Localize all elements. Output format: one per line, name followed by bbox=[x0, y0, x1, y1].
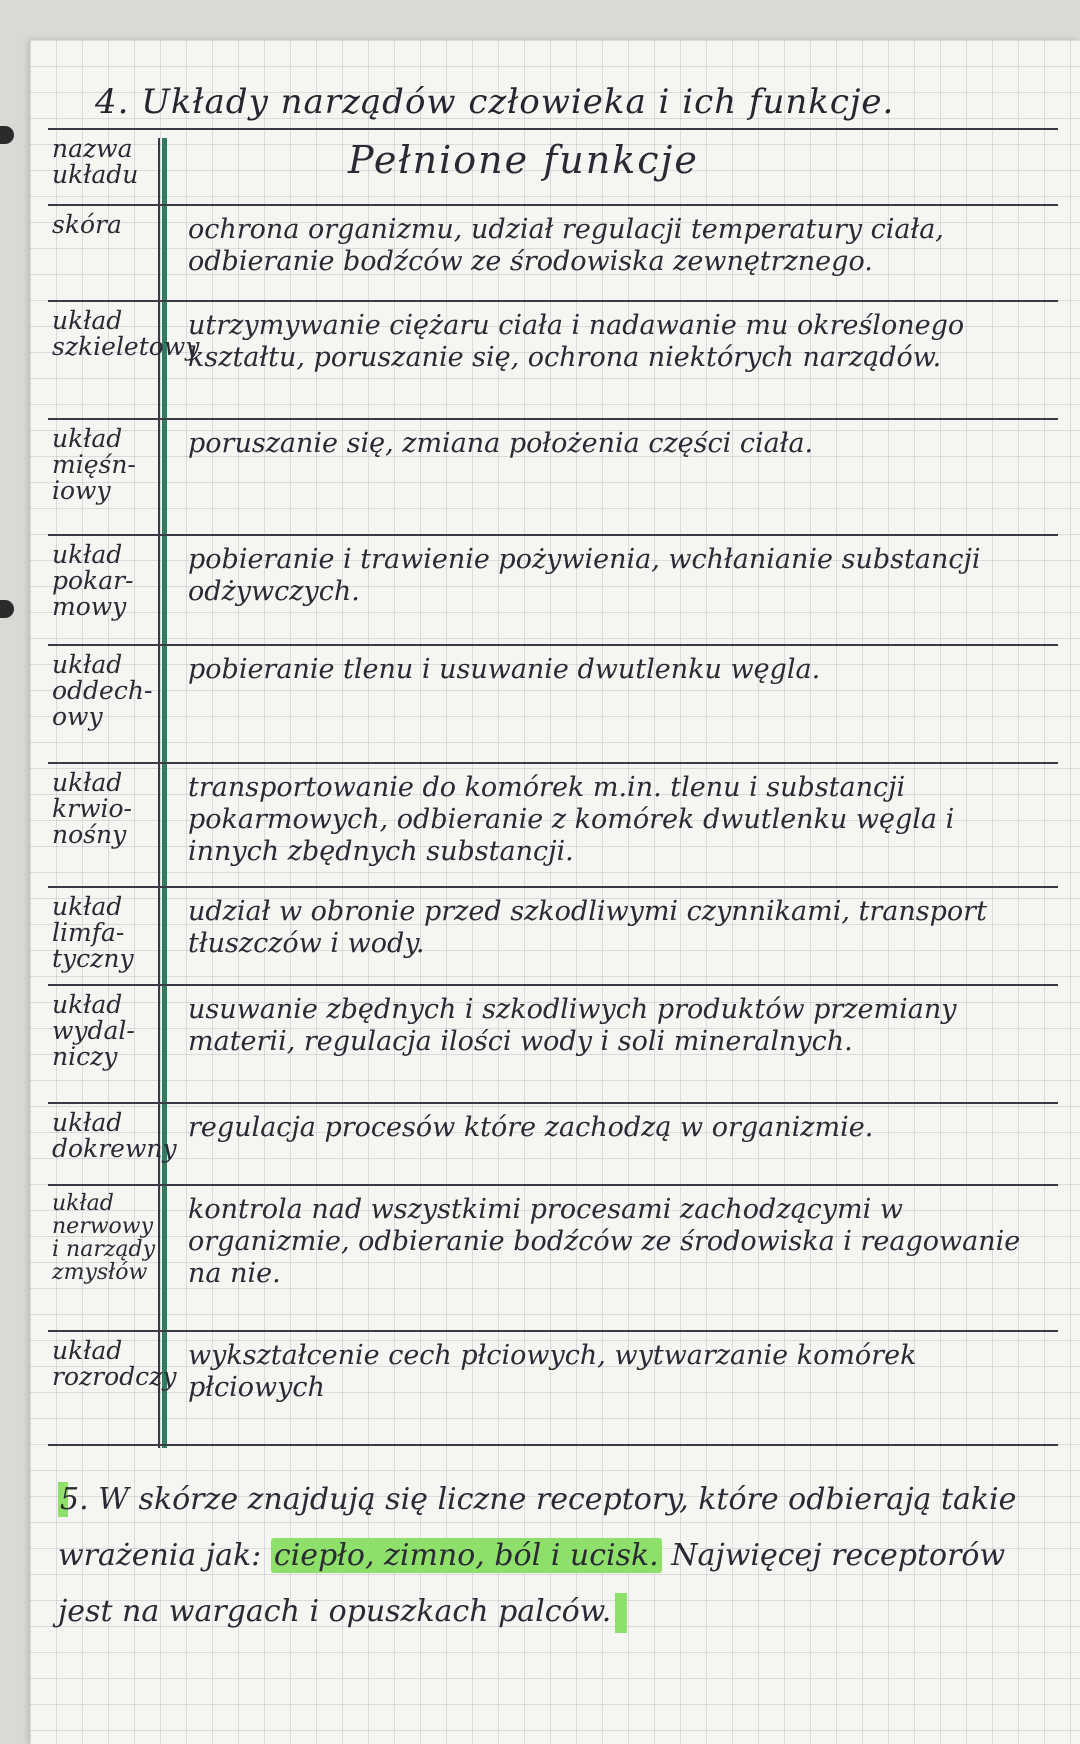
note-highlight: ciepło, zimno, ból i ucisk. bbox=[271, 1538, 662, 1573]
system-name: układ dokrewny bbox=[52, 1108, 177, 1163]
system-functions: wykształcenie cech płciowych, wytwarzanie komórek płciowych bbox=[188, 1340, 917, 1403]
system-functions: poruszanie się, zmiana położenia części ciała. bbox=[188, 428, 814, 459]
table-header bbox=[48, 128, 1058, 206]
header-functions: Pełnione funkcje bbox=[348, 138, 699, 182]
table-row bbox=[48, 1184, 1058, 1332]
system-functions: pobieranie i trawienie pożywienia, wchłanianie substancji odżywczych. bbox=[188, 544, 981, 607]
organ-systems-table bbox=[48, 128, 1058, 1444]
system-functions: ochrona organizmu, udział regulacji temperatury ciała, odbieranie bodźców ze środowiska zewnętrznego. bbox=[188, 214, 944, 277]
system-name: układ limfa- tyczny bbox=[52, 892, 134, 973]
system-functions: transportowanie do komórek m.in. tlenu i substancji pokarmowych, odbieranie z komórek dwutlenku węgla i innych zbędnych substancji. bbox=[188, 772, 955, 867]
system-name: układ pokar- mowy bbox=[52, 540, 134, 621]
binder-hole-top bbox=[0, 126, 14, 144]
system-name: układ oddech- owy bbox=[52, 650, 153, 731]
system-name: skóra bbox=[52, 210, 122, 239]
table-row bbox=[48, 204, 1058, 302]
table-row bbox=[48, 1102, 1058, 1186]
table-row bbox=[48, 1330, 1058, 1446]
binder-hole-bottom bbox=[0, 600, 14, 618]
table-row bbox=[48, 886, 1058, 986]
system-name: układ szkieletowy bbox=[52, 306, 200, 361]
note-text-after: Najwięcej receptorów jest na wargach i opuszkach palców. bbox=[58, 1538, 1006, 1629]
system-name: układ nerwowy i narządy zmysłów bbox=[52, 1191, 156, 1285]
system-name: układ mięśn- iowy bbox=[52, 424, 136, 505]
system-functions: regulacja procesów które zachodzą w organizmie. bbox=[188, 1112, 874, 1143]
table-row bbox=[48, 762, 1058, 888]
system-functions: udział w obronie przed szkodliwymi czynnikami, transport tłuszczów i wody. bbox=[188, 896, 987, 959]
note-paragraph bbox=[58, 1472, 1018, 1640]
system-functions: pobieranie tlenu i usuwanie dwutlenku węgla. bbox=[188, 654, 821, 685]
highlight-end-mark bbox=[615, 1593, 627, 1633]
table-row bbox=[48, 300, 1058, 420]
table-bottom-border bbox=[48, 1444, 1058, 1446]
system-name: układ rozrodczy bbox=[52, 1336, 177, 1391]
note-text-before: W skórze znajdują się liczne receptory, które odbierają takie wrażenia jak: bbox=[58, 1482, 1017, 1573]
system-functions: usuwanie zbędnych i szkodliwych produktów przemiany materii, regulacja ilości wody i soli mineralnych. bbox=[188, 994, 957, 1057]
table-row bbox=[48, 644, 1058, 764]
note-number: 5. bbox=[60, 1482, 89, 1517]
table-row bbox=[48, 534, 1058, 646]
system-name: układ krwio- nośny bbox=[52, 768, 132, 849]
system-name: układ wydal- niczy bbox=[52, 990, 135, 1071]
system-functions: utrzymywanie ciężaru ciała i nadawanie mu określonego kształtu, poruszanie się, ochrona niektórych narządów. bbox=[188, 310, 965, 373]
table-row bbox=[48, 418, 1058, 536]
system-functions: kontrola nad wszystkimi procesami zachodzącymi w organizmie, odbieranie bodźców ze środowiska i reagowanie na nie. bbox=[188, 1194, 1021, 1289]
section-title: 4. Układy narządów człowieka i ich funkcje. bbox=[95, 82, 895, 122]
table-row bbox=[48, 984, 1058, 1104]
header-name: nazwa układu bbox=[52, 134, 139, 189]
